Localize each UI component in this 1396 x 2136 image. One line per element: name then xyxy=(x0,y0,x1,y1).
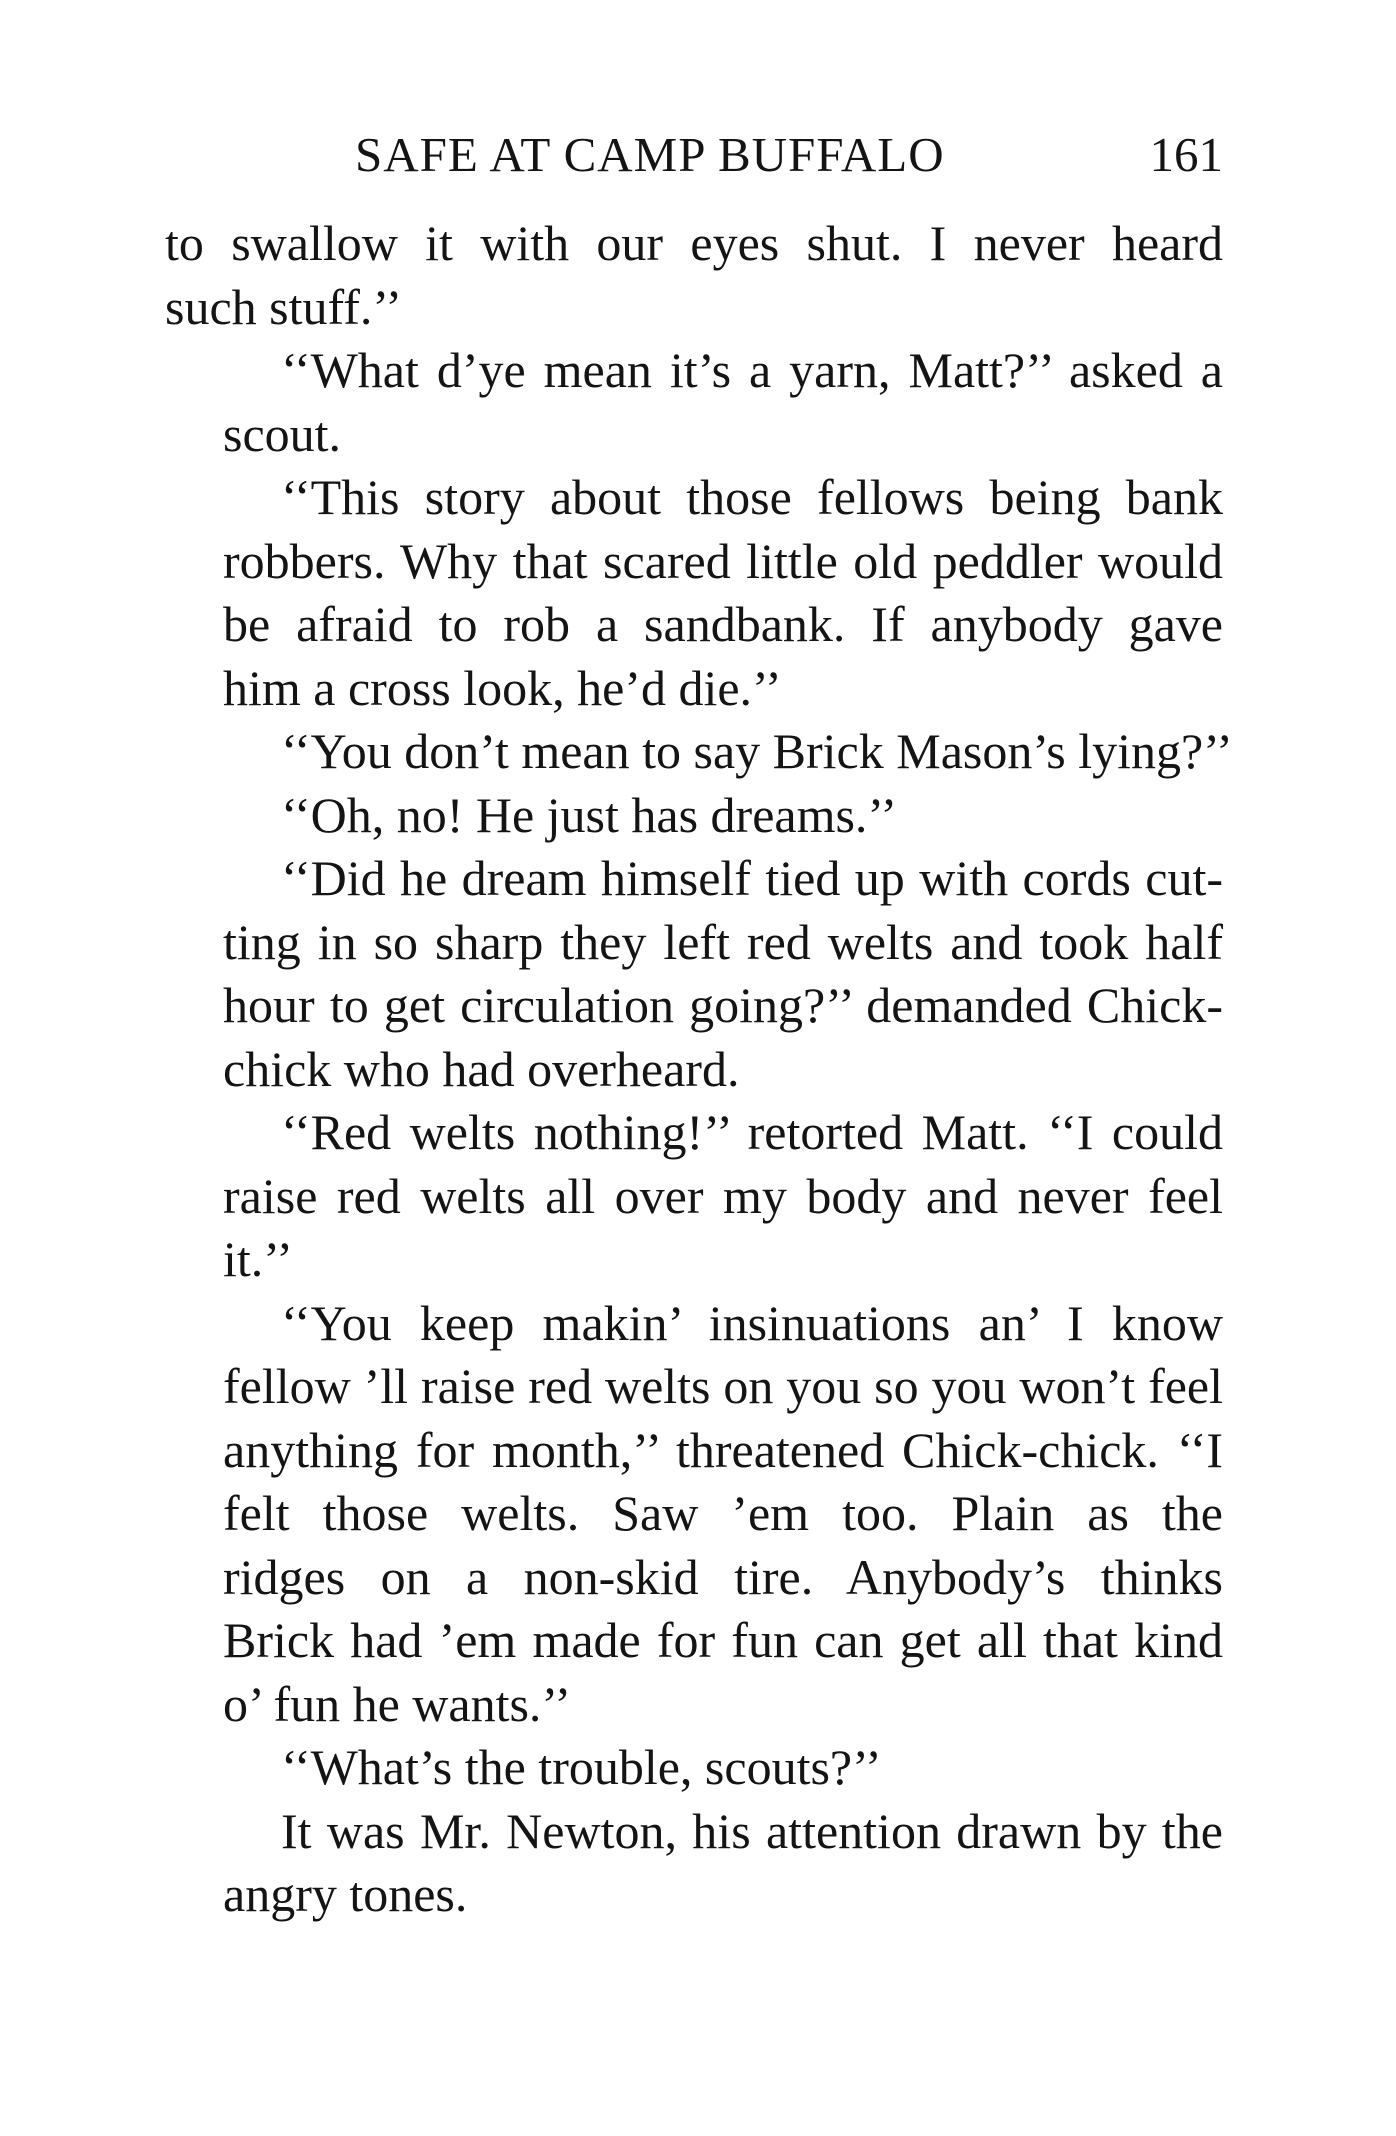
text-line: it.’’ xyxy=(223,1231,293,1287)
text-line: It was Mr. Newton, his attention drawn by the xyxy=(281,1802,1223,1859)
text-line: ‘‘What’s the trouble, scouts?’’ xyxy=(281,1739,882,1795)
paragraph xyxy=(165,339,1223,466)
text-line: ‘‘Red welts nothing!’’ retorted Matt. ‘‘I could xyxy=(281,1104,1223,1160)
page-header xyxy=(165,118,1223,188)
paragraph xyxy=(165,847,1223,1101)
text-line: ‘‘Oh, no! He just has dreams.’’ xyxy=(281,786,898,843)
paragraph xyxy=(165,212,1223,339)
paragraph xyxy=(165,720,1233,784)
paragraph xyxy=(165,1736,1223,1800)
text-line: scout. xyxy=(223,405,342,462)
text-line: ‘‘Did he dream himself tied up with cords cut- xyxy=(281,850,1223,906)
paragraph xyxy=(165,1101,1223,1292)
text-line: anything for month,’’ threatened Chick-chick. ‘‘I xyxy=(223,1421,1223,1478)
text-line: to swallow it with our eyes shut. I never heard xyxy=(165,215,1223,271)
paragraph xyxy=(165,466,1223,720)
text-line: ting in so sharp they left red welts and took half xyxy=(223,913,1223,970)
text-line: angry tones. xyxy=(223,1866,468,1922)
text-line: raise red welts all over my body and never feel xyxy=(223,1167,1223,1224)
text-line: ‘‘You keep makin’ insinuations an’ I know xyxy=(281,1294,1223,1351)
text-line: hour to get circulation going?’’ demanded Chick- xyxy=(223,977,1223,1033)
text-line: ‘‘You don’t mean to say Brick Mason’s lying?’’ xyxy=(281,723,1233,779)
paragraph xyxy=(165,784,1223,848)
text-line: Brick had ’em made for fun can get all that kind xyxy=(223,1612,1223,1668)
paragraph xyxy=(165,1292,1223,1737)
text-line: fellow ’ll raise red welts on you so you won’t feel xyxy=(223,1358,1223,1414)
text-line: ridges on a non-skid tire. Anybody’s thinks xyxy=(223,1548,1223,1605)
running-head: SAFE AT CAMP BUFFALO xyxy=(355,127,945,182)
text-line: felt those welts. Saw ’em too. Plain as the xyxy=(223,1485,1223,1541)
body-text xyxy=(165,212,1233,1927)
text-line: ‘‘This story about those fellows being bank xyxy=(281,469,1223,525)
text-line: such stuff.’’ xyxy=(165,278,402,335)
text-line: robbers. Why that scared little old peddler would xyxy=(223,532,1223,589)
text-line: chick who had overheard. xyxy=(223,1040,740,1097)
text-line: ‘‘What d’ye mean it’s a yarn, Matt?’’ asked a xyxy=(281,342,1223,398)
text-line: be afraid to rob a sandbank. If anybody gave xyxy=(223,596,1223,652)
text-line: him a cross look, he’d die.’’ xyxy=(223,659,782,716)
page-number: 161 xyxy=(1149,127,1223,182)
text-line: o’ fun he wants.’’ xyxy=(223,1675,572,1732)
paragraph xyxy=(165,1800,1223,1927)
